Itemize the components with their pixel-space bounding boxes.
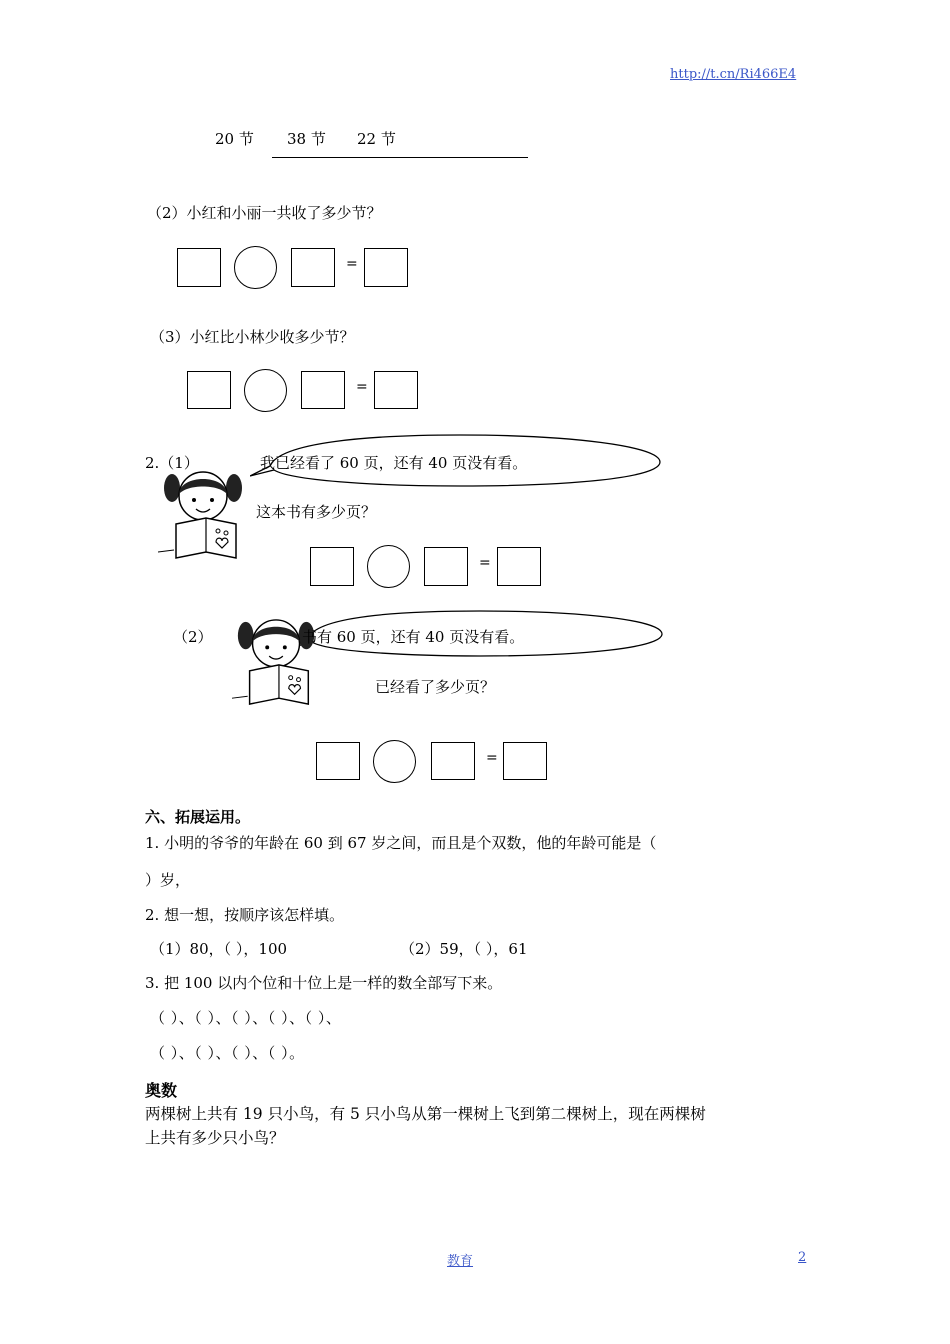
problem-2-2-label: （2）	[173, 628, 213, 646]
section-6-q2-b: （2）59，（ ），61	[400, 940, 528, 958]
olympiad-title: 奥数	[145, 1081, 178, 1100]
operator-circle[interactable]	[244, 369, 287, 412]
answer-box[interactable]	[316, 742, 360, 780]
section-6-q2: 2. 想一想，按顺序该怎样填。	[145, 906, 345, 924]
operator-circle[interactable]	[373, 740, 416, 783]
operator-circle[interactable]	[234, 246, 277, 289]
equals-sign: =	[346, 256, 358, 272]
answer-box[interactable]	[301, 371, 345, 409]
value-20: 20 节	[215, 130, 254, 148]
operator-circle[interactable]	[367, 545, 410, 588]
olympiad-line2: 上共有多少只小鸟？	[145, 1129, 285, 1147]
problem-2-1-label: 2.（1）	[145, 454, 199, 472]
section-6-q2-a: （1）80，（ ），100	[150, 940, 288, 958]
footer-link[interactable]: 教育	[447, 1254, 474, 1269]
page-number: 2	[798, 1250, 807, 1265]
olympiad-line1: 两棵树上共有 19 只小鸟，有 5 只小鸟从第一棵树上飞到第二棵树上，现在两棵树	[145, 1105, 706, 1123]
section-6-q3: 3. 把 100 以内个位和十位上是一样的数全部写下来。	[145, 974, 503, 992]
speech-text: 我已经看了 60 页，还有 40 页没有看。	[260, 454, 528, 472]
section-6-q1-line1: 1. 小明的爷爷的年龄在 60 到 67 岁之间，而且是个双数，他的年龄可能是（	[145, 834, 657, 852]
answer-box[interactable]	[187, 371, 231, 409]
value-22: 22 节	[357, 130, 396, 148]
equals-sign: =	[356, 379, 368, 395]
section-6-q3-row2: （ ）、（ ）、（ ）、（ ）。	[150, 1044, 305, 1062]
answer-box[interactable]	[310, 547, 354, 586]
question-3: （3）小红比小林少收多少节？	[150, 328, 355, 346]
question-2: （2）小红和小丽一共收了多少节？	[147, 204, 382, 222]
answer-box[interactable]	[177, 248, 221, 287]
answer-box[interactable]	[424, 547, 468, 586]
problem-2-1-question: 这本书有多少页？	[256, 503, 377, 521]
section-6-title: 六、拓展运用。	[145, 808, 251, 826]
section-6-q3-row1: （ ）、（ ）、（ ）、（ ）、（ ）、	[150, 1009, 342, 1027]
answer-box[interactable]	[291, 248, 335, 287]
answer-box[interactable]	[431, 742, 475, 780]
header-link[interactable]: http://t.cn/Ri466E4	[670, 67, 797, 82]
answer-box[interactable]	[374, 371, 418, 409]
equals-sign: =	[486, 750, 498, 766]
answer-box[interactable]	[503, 742, 547, 780]
speech-text: 书有 60 页，还有 40 页没有看。	[302, 628, 525, 646]
problem-2-2-question: 已经看了多少页？	[375, 678, 496, 696]
answer-box[interactable]	[364, 248, 408, 287]
answer-underline	[272, 157, 528, 158]
girl-reading-icon	[158, 466, 250, 564]
section-6-q1-line2: ）岁，	[145, 871, 191, 889]
value-38: 38 节	[287, 130, 326, 148]
equals-sign: =	[479, 555, 491, 571]
answer-box[interactable]	[497, 547, 541, 586]
